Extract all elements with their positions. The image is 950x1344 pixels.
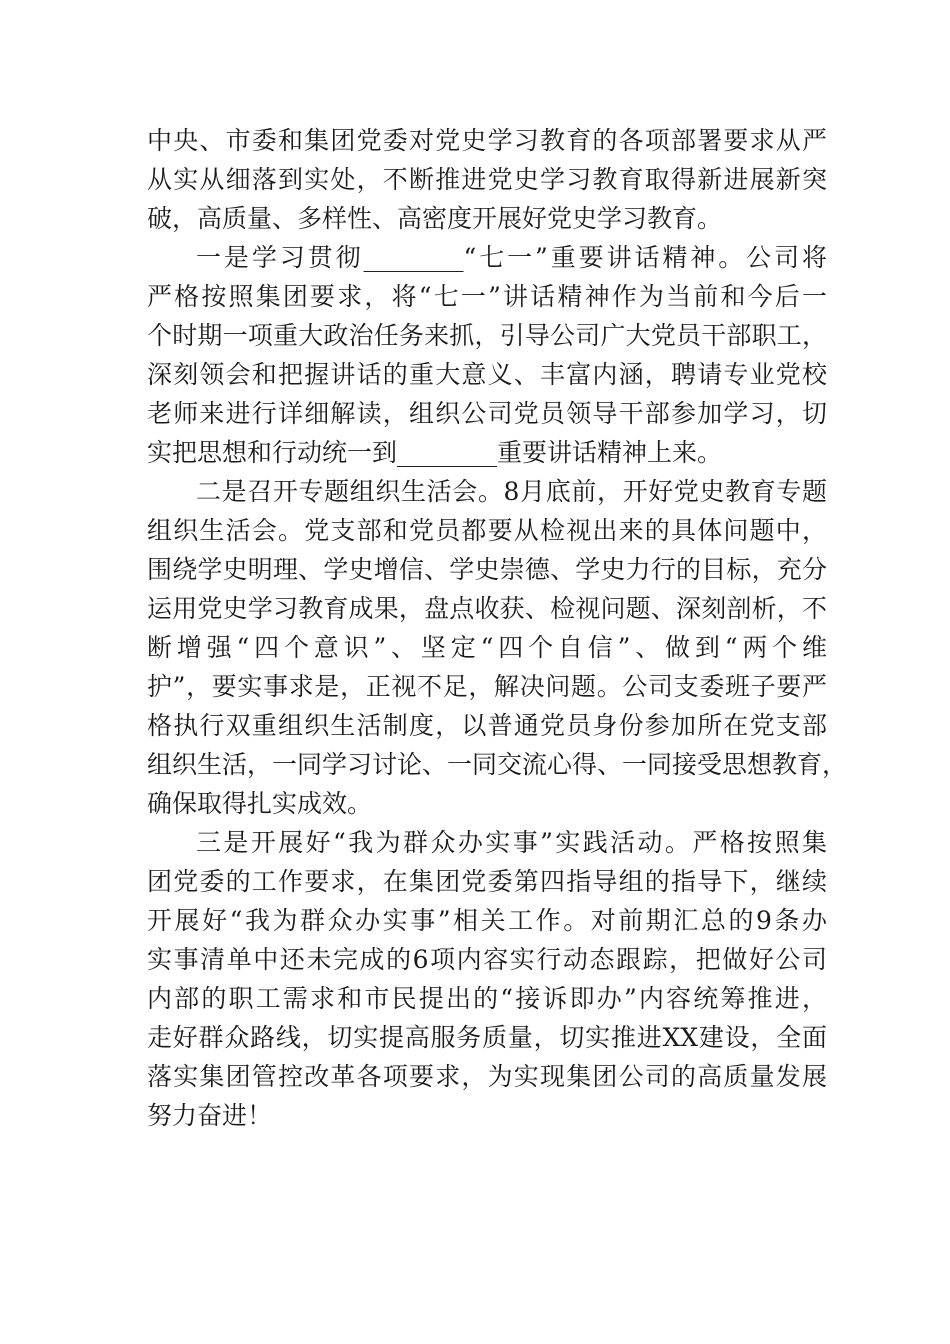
text-line: 团党委的工作要求，在集团党委第四指导组的指导下，继续 bbox=[147, 867, 827, 896]
paragraph-heading-line: 三是开展好“我为群众办实事”实践活动。严格按照集 bbox=[196, 828, 827, 857]
text-line: 破，高质量、多样性、高密度开展好党史学习教育。 bbox=[147, 204, 723, 233]
text-line: 确保取得扎实成效。 bbox=[147, 789, 373, 818]
text-line: 内部的职工需求和市民提出的“接诉即办”内容统筹推进， bbox=[147, 984, 827, 1013]
text-line: 从实从细落到实处，不断推进党史学习教育取得新进展新突 bbox=[147, 165, 827, 194]
text-line: 走好群众路线，切实提高服务质量，切实推进XX建设，全面 bbox=[147, 1023, 827, 1052]
text-line: 实事清单中还未完成的6项内容实行动态跟踪，把做好公司 bbox=[147, 945, 827, 974]
text-line: 断增强“四个意识”、坚定“四个自信”、做到“两个维 bbox=[147, 633, 827, 662]
text-line: 组织生活会。党支部和党员都要从检视出来的具体问题中， bbox=[147, 516, 827, 545]
text-line: 严格按照集团要求，将“七一”讲话精神作为当前和今后一 bbox=[147, 282, 827, 311]
paragraph-heading-line: 二是召开专题组织生活会。8月底前，开好党史教育专题 bbox=[196, 477, 827, 506]
text-line: 老师来进行详细解读，组织公司党员领导干部参加学习，切 bbox=[147, 399, 827, 428]
text-line: 围绕学史明理、学史增信、学史崇德、学史力行的目标，充分 bbox=[147, 555, 827, 584]
text-line: 实把思想和行动统一到________重要讲话精神上来。 bbox=[147, 438, 723, 467]
text-line: 中央、市委和集团党委对党史学习教育的各项部署要求从严 bbox=[147, 126, 827, 155]
text-line: 组织生活，一同学习讨论、一同交流心得、一同接受思想教育， bbox=[147, 750, 848, 779]
text-line: 开展好“我为群众办实事”相关工作。对前期汇总的9条办 bbox=[147, 906, 827, 935]
paragraph-heading-line: 一是学习贯彻________“七一”重要讲话精神。公司将 bbox=[196, 243, 827, 272]
text-line: 努力奋进！ bbox=[147, 1101, 273, 1130]
text-line: 个时期一项重大政治任务来抓，引导公司广大党员干部职工， bbox=[147, 321, 827, 350]
text-line: 运用党史学习教育成果，盘点收获、检视问题、深刻剖析，不 bbox=[147, 594, 827, 623]
text-line: 护”，要实事求是，正视不足，解决问题。公司支委班子要严 bbox=[147, 672, 827, 701]
text-line: 深刻领会和把握讲话的重大意义、丰富内涵，聘请专业党校 bbox=[147, 360, 827, 389]
text-line: 落实集团管控改革各项要求，为实现集团公司的高质量发展 bbox=[147, 1062, 827, 1091]
text-line: 格执行双重组织生活制度，以普通党员身份参加所在党支部 bbox=[147, 711, 827, 740]
